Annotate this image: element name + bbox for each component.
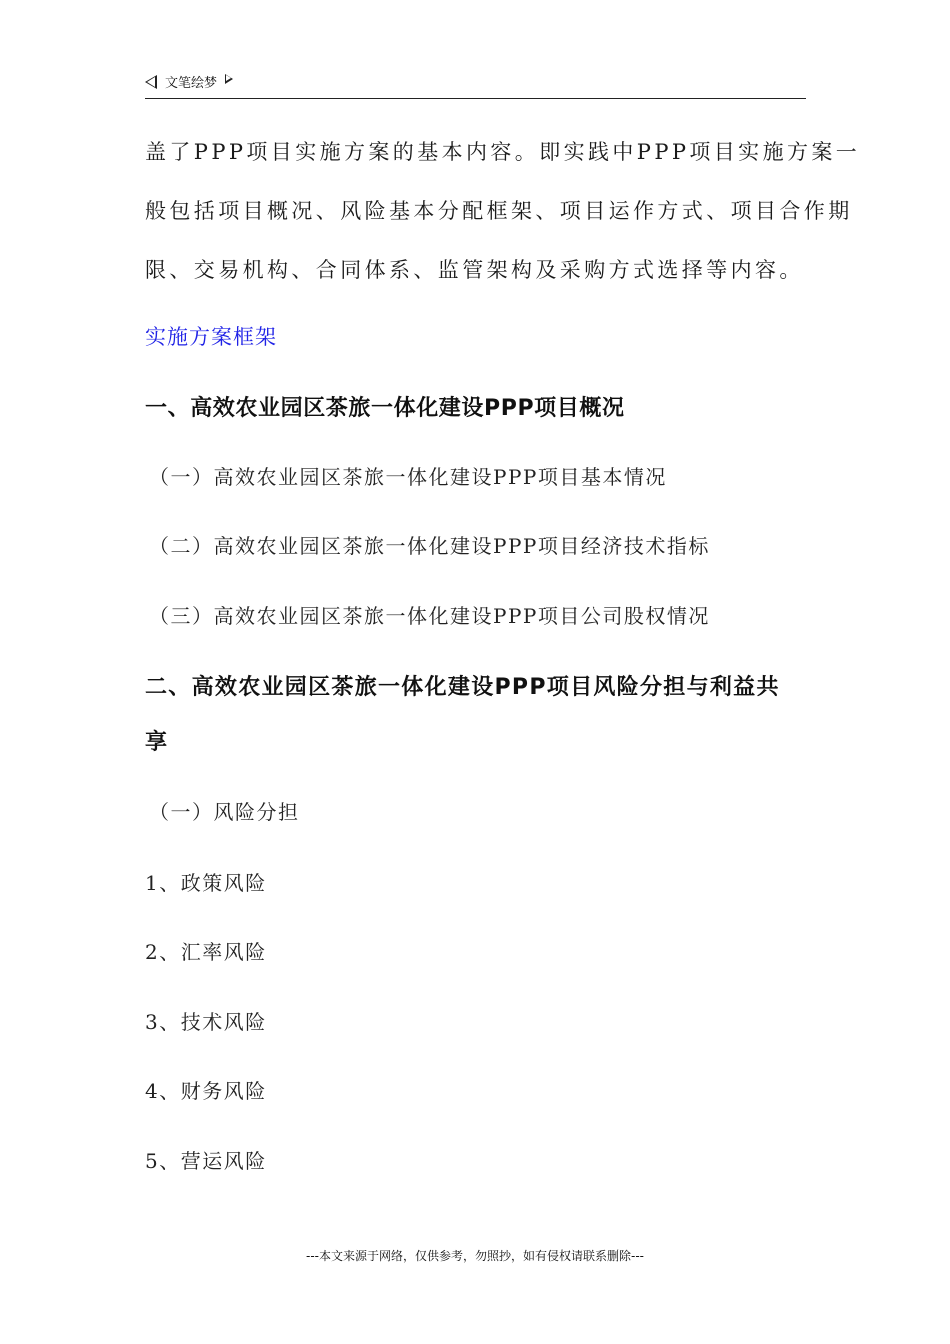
risk-item-3: 3、技术风险: [145, 1010, 267, 1034]
intro-line-2: 般包括项目概况、风险基本分配框架、项目运作方式、项目合作期: [145, 199, 853, 223]
risk-item-4: 4、财务风险: [145, 1079, 267, 1103]
intro-line-1: 盖了PPP项目实施方案的基本内容。即实践中PPP项目实施方案一: [145, 140, 861, 164]
page-header: [145, 72, 806, 99]
framework-title-link[interactable]: 实施方案框架: [145, 325, 277, 349]
triangle-left-icon: [145, 75, 157, 89]
section-1-sub-2: （二）高效农业园区茶旅一体化建设PPP项目经济技术指标: [149, 534, 710, 558]
section-2-heading-line-1: 二、高效农业园区茶旅一体化建设PPP项目风险分担与利益共: [145, 675, 780, 700]
intro-line-3: 限、交易机构、合同体系、监管架构及采购方式选择等内容。: [145, 258, 804, 282]
section-1-sub-1: （一）高效农业园区茶旅一体化建设PPP项目基本情况: [149, 465, 667, 489]
header-brand: [145, 72, 233, 91]
triangle-right-icon: [225, 74, 233, 84]
section-2-heading-line-2: 享: [145, 730, 168, 755]
risk-item-2: 2、汇率风险: [145, 940, 267, 964]
page-footer-note: ---本文来源于网络，仅供参考，勿照抄，如有侵权请联系删除---: [306, 1249, 644, 1263]
risk-item-1: 1、政策风险: [145, 871, 267, 895]
section-1-heading: 一、高效农业园区茶旅一体化建设PPP项目概况: [145, 396, 625, 421]
brand-label: 文笔绘梦: [165, 76, 218, 91]
risk-item-5: 5、营运风险: [145, 1149, 267, 1173]
section-1-sub-3: （三）高效农业园区茶旅一体化建设PPP项目公司股权情况: [149, 604, 710, 628]
section-2-sub-1: （一）风险分担: [149, 800, 300, 824]
